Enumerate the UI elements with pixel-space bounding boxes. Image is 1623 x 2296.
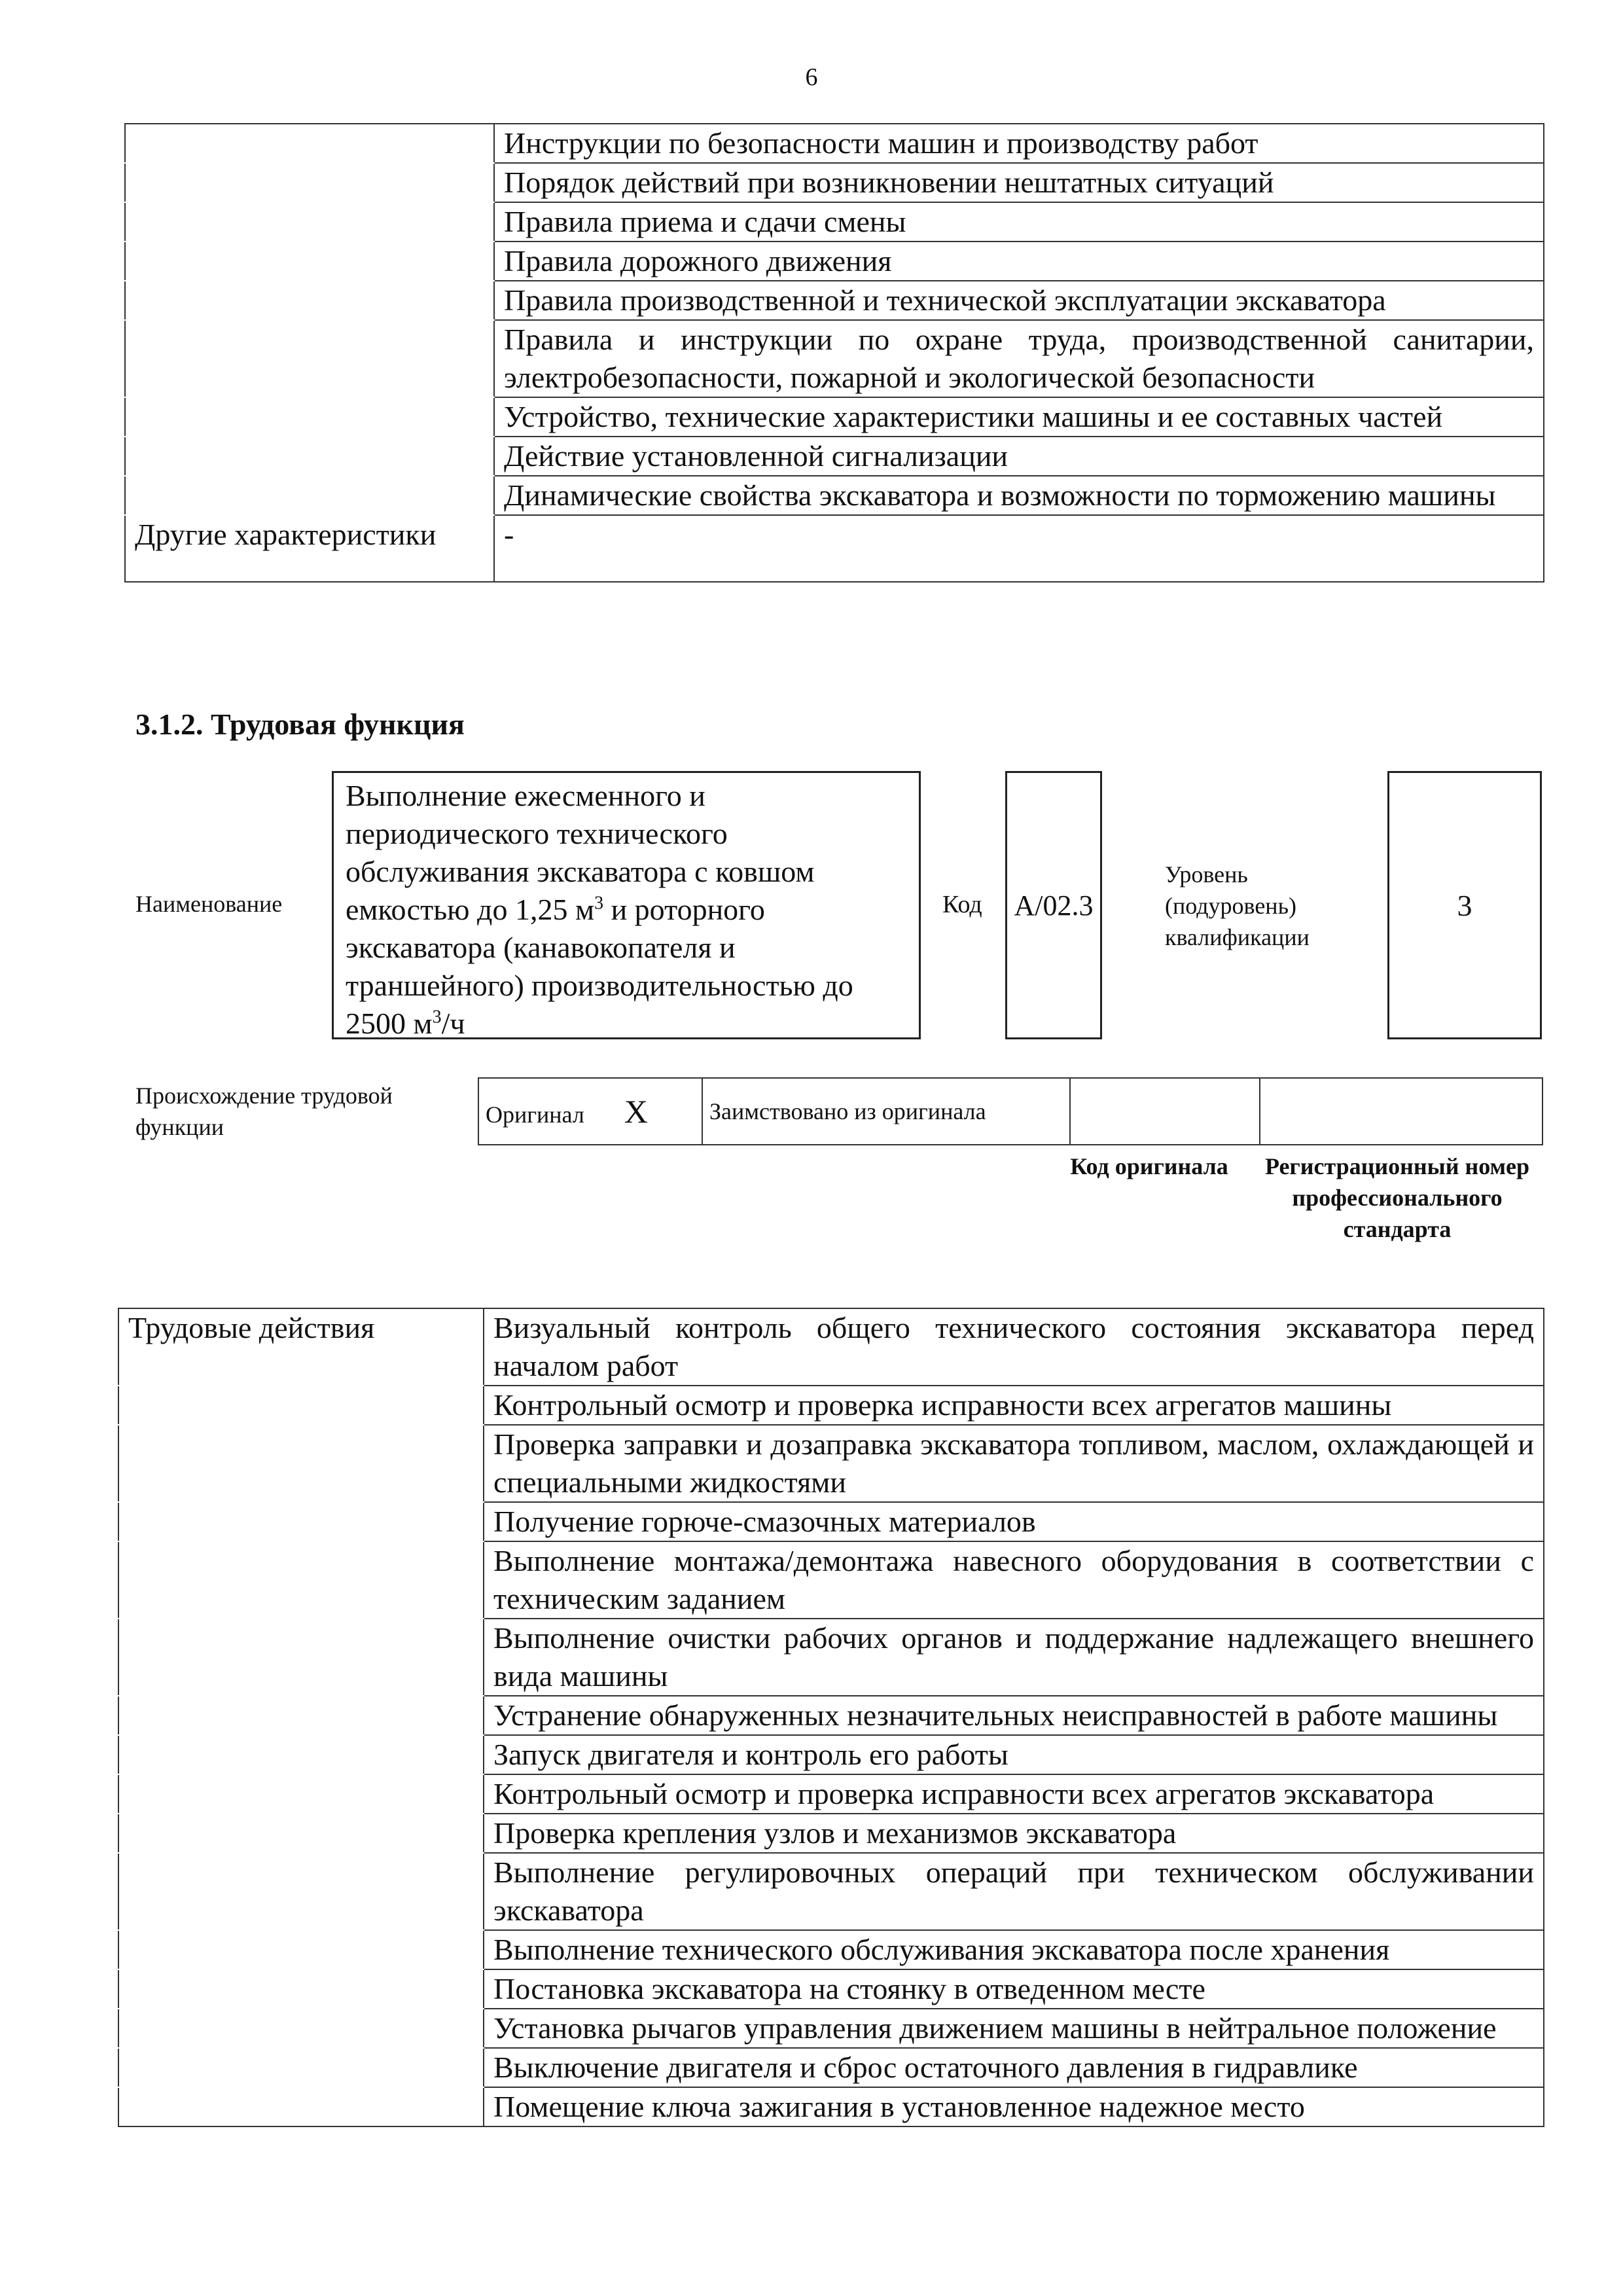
origin-label: Происхождение трудовой функции	[135, 1083, 393, 1140]
action-item: Контрольный осмотр и проверка исправности всех агрегатов машины	[484, 1386, 1544, 1425]
other-value: -	[494, 515, 1544, 582]
table-row	[118, 1541, 1544, 1619]
original-code-cell	[1070, 1078, 1260, 1145]
table-row	[125, 163, 1544, 202]
table-row	[118, 2009, 1544, 2048]
table-row	[118, 1814, 1544, 1853]
requirement-item: Правила дорожного движения	[494, 242, 1544, 281]
code-label: Код	[942, 891, 982, 918]
table-row	[118, 1502, 1544, 1541]
registration-number-cell	[1260, 1078, 1543, 1145]
borrowed-label: Заимствовано из оригинала	[702, 1078, 1070, 1145]
table-row	[125, 124, 1544, 163]
action-item: Визуальный контроль общего технического состояния экскаватора перед началом работ	[484, 1308, 1544, 1386]
origin-original-cell	[478, 1078, 702, 1145]
table-row	[125, 437, 1544, 476]
function-name-text: Выполнение ежесменного и периодического технического обслуживания экскаватора с ковшом емкостью до 1,25 м	[346, 779, 815, 926]
action-item: Выполнение регулировочных операций при техническом обслуживании экскаватора	[484, 1853, 1544, 1930]
table-row	[125, 397, 1544, 437]
action-item: Выполнение очистки рабочих органов и поддержание надлежащего внешнего вида машины	[484, 1619, 1544, 1696]
original-mark: X	[624, 1093, 648, 1130]
action-item: Постановка экскаватора на стоянку в отведенном месте	[484, 1969, 1544, 2009]
table-row	[118, 2048, 1544, 2087]
table-row	[118, 2087, 1544, 2126]
requirements-table	[124, 123, 1544, 583]
table-row	[118, 1425, 1544, 1502]
origin-table	[478, 1077, 1543, 1145]
function-name-box	[332, 771, 921, 1039]
action-item: Получение горюче-смазочных материалов	[484, 1502, 1544, 1541]
table-row	[118, 1386, 1544, 1425]
section-title: 3.1.2. Трудовая функция	[135, 708, 465, 741]
requirement-item: Действие установленной сигнализации	[494, 437, 1544, 476]
labor-actions-table	[118, 1308, 1544, 2127]
action-item: Выполнение технического обслуживания экскаватора после хранения	[484, 1930, 1544, 1969]
requirement-item: Порядок действий при возникновении нештатных ситуаций	[494, 163, 1544, 202]
action-item: Запуск двигателя и контроль его работы	[484, 1735, 1544, 1774]
other-label: Другие характеристики	[125, 515, 494, 582]
original-code-caption: Код оригинала	[1070, 1153, 1228, 1179]
table-row	[118, 1930, 1544, 1969]
name-label: Наименование	[135, 891, 283, 917]
table-row	[125, 515, 1544, 582]
table-row	[125, 202, 1544, 242]
code-value: А/02.3	[1005, 771, 1102, 1039]
action-item: Помещение ключа зажигания в установленное надежное место	[484, 2087, 1544, 2126]
action-item: Выключение двигателя и сброс остаточного давления в гидравлике	[484, 2048, 1544, 2087]
action-item: Контрольный осмотр и проверка исправности всех агрегатов экскаватора	[484, 1774, 1544, 1814]
table-row	[118, 1853, 1544, 1930]
table-row	[118, 1774, 1544, 1814]
original-label: Оригинал	[486, 1102, 584, 1128]
table-row	[125, 242, 1544, 281]
requirement-item: Правила приема и сдачи смены	[494, 202, 1544, 242]
superscript: 3	[594, 893, 604, 914]
function-name-text: /ч	[441, 1007, 465, 1040]
empty-label-cell	[125, 124, 494, 163]
table-row	[118, 1308, 1544, 1386]
function-name-text: и роторного экскаватора (канавокопателя и траншейного) производительностью до 2500 м	[346, 893, 853, 1040]
requirement-item: Устройство, технические характеристики машины и ее составных частей	[494, 397, 1544, 437]
action-item: Установка рычагов управления движением машины в нейтральное положение	[484, 2009, 1544, 2048]
level-value: 3	[1387, 771, 1542, 1039]
table-row	[118, 1696, 1544, 1735]
action-item: Проверка заправки и дозаправка экскаватора топливом, маслом, охлаждающей и специальными жидкостями	[484, 1425, 1544, 1502]
requirement-item: Инструкции по безопасности машин и производству работ	[494, 124, 1544, 163]
table-row	[125, 476, 1544, 515]
requirement-item: Правила производственной и технической эксплуатации экскаватора	[494, 281, 1544, 320]
page-number: 6	[805, 63, 818, 91]
requirement-item: Динамические свойства экскаватора и возможности по торможению машины	[494, 476, 1544, 515]
action-item: Проверка крепления узлов и механизмов экскаватора	[484, 1814, 1544, 1853]
registration-number-caption: Регистрационный номер профессионального стандарта	[1264, 1153, 1530, 1242]
table-row	[125, 281, 1544, 320]
table-row	[118, 1619, 1544, 1696]
action-item: Устранение обнаруженных незначительных неисправностей в работе машины	[484, 1696, 1544, 1735]
table-row	[125, 320, 1544, 397]
table-row	[118, 1735, 1544, 1774]
actions-label: Трудовые действия	[118, 1308, 484, 1386]
requirement-item: Правила и инструкции по охране труда, производственной санитарии, электробезопасности, пожарной и экологической безопасности	[494, 320, 1544, 397]
table-row	[118, 1969, 1544, 2009]
level-label: Уровень (подуровень) квалификации	[1165, 861, 1310, 950]
action-item: Выполнение монтажа/демонтажа навесного оборудования в соответствии с техническим заданием	[484, 1541, 1544, 1619]
superscript: 3	[432, 1007, 442, 1028]
